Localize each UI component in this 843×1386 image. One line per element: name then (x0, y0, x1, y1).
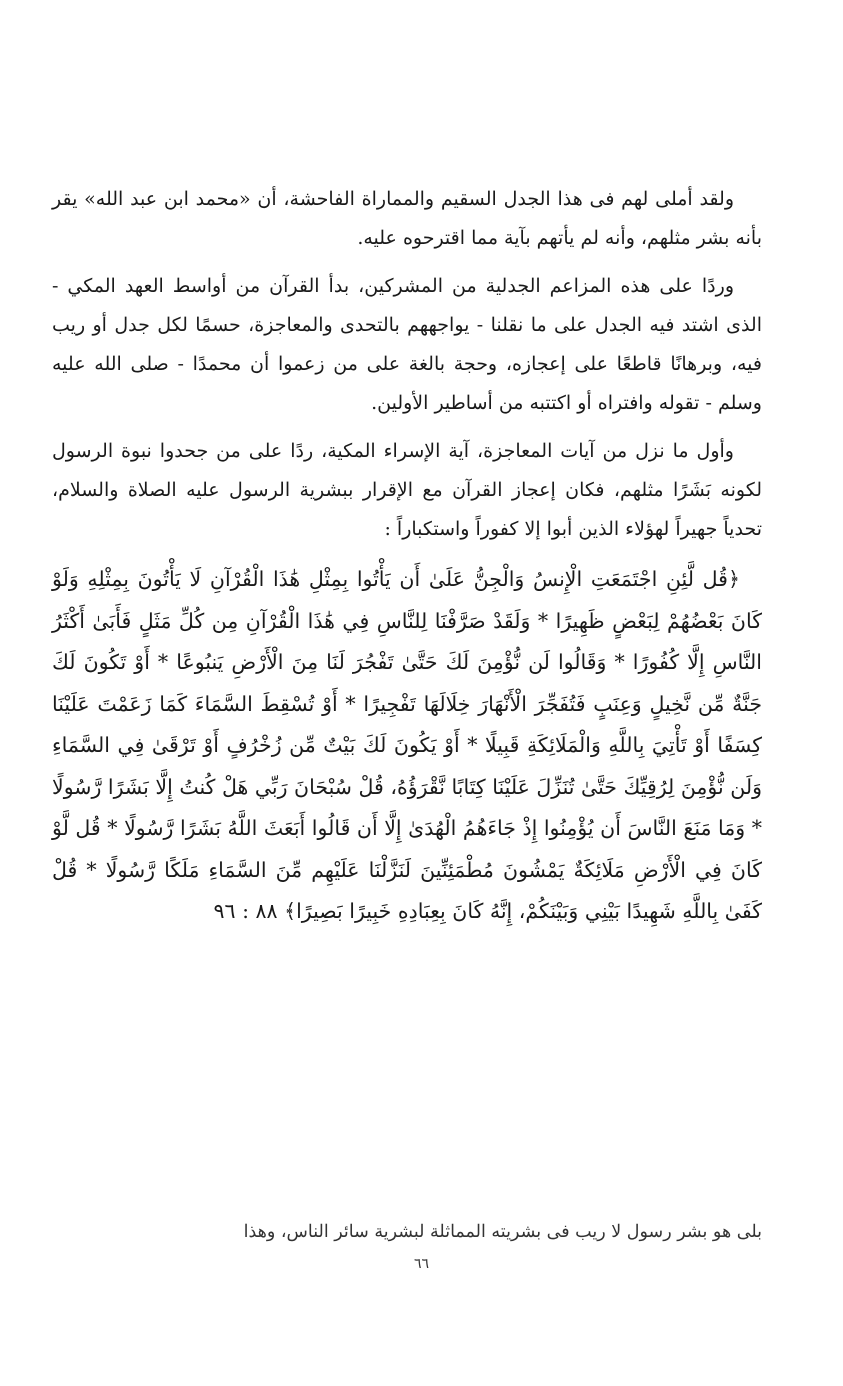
page-body (52, 180, 762, 933)
paragraph-3: وأول ما نزل من آيات المعاجزة، آية الإسراء المكية، ردًا على من جحدوا نبوة الرسول لكونه بَشَرًا مثلهم، فكان إعجاز القرآن مع الإقرار ببشرية الرسول عليه الصلاة والسلام، تحدياً جهيراً لهؤلاء الذين أبوا إلا كفوراً واستكباراً : (52, 440, 762, 540)
paragraph-2: وردًا على هذه المزاعم الجدلية من المشركين، بدأ القرآن من أواسط العهد المكي - الذى اشتد فيه الجدل على ما نقلنا - يواجههم بالتحدى والمعاجزة، حسمًا لكل جدل أو ريب فيه، وبرهانًا قاطعًا على إعجازه، وحجة بالغة على من زعموا أن محمدًا - صلى الله عليه وسلم - تقوله وافتراه أو اكتتبه من أساطير الأولين. (52, 275, 762, 414)
paragraph-1: ولقد أملى لهم فى هذا الجدل السقيم والمماراة الفاحشة، أن «محمد ابن عبد الله» يقر بأنه بشر مثلهم، وأنه لم يأتهم بآية مما اقترحوه عليه. (52, 188, 762, 249)
closing-line: بلى هو بشر رسول لا ريب فى بشريته المماثلة لبشرية سائر الناس، وهذا (243, 1222, 762, 1242)
page-number: ٦٦ (413, 1256, 430, 1272)
quran-passage: ﴿قُل لَّئِنِ اجْتَمَعَتِ الْإِنسُ وَالْجِنُّ عَلَىٰ أَن يَأْتُوا بِمِثْلِ هَٰذَا الْقُرْآنِ لَا يَأْتُونَ بِمِثْلِهِ وَلَوْ كَانَ بَعْضُهُمْ لِبَعْضٍ ظَهِيرًا * وَلَقَدْ صَرَّفْنَا لِلنَّاسِ فِي هَٰذَا الْقُرْآنِ مِن كُلِّ مَثَلٍ فَأَبَىٰ أَكْثَرُ النَّاسِ إِلَّا كُفُورًا * وَقَالُوا لَن نُّؤْمِنَ لَكَ حَتَّىٰ تَفْجُرَ لَنَا مِنَ الْأَرْضِ يَنبُوعًا * أَوْ تَكُونَ لَكَ جَنَّةٌ مِّن نَّخِيلٍ وَعِنَبٍ فَتُفَجِّرَ الْأَنْهَارَ خِلَالَهَا تَفْجِيرًا * أَوْ تُسْقِطَ السَّمَاءَ كَمَا زَعَمْتَ عَلَيْنَا كِسَفًا أَوْ تَأْتِيَ بِاللَّهِ وَالْمَلَائِكَةِ قَبِيلًا * أَوْ يَكُونَ لَكَ بَيْتٌ مِّن زُخْرُفٍ أَوْ تَرْقَىٰ فِي السَّمَاءِ وَلَن نُّؤْمِنَ لِرُقِيِّكَ حَتَّىٰ تُنَزِّلَ عَلَيْنَا كِتَابًا نَّقْرَؤُهُ، قُلْ سُبْحَانَ رَبِّي هَلْ كُنتُ إِلَّا بَشَرًا رَّسُولًا * وَمَا مَنَعَ النَّاسَ أَن يُؤْمِنُوا إِذْ جَاءَهُمُ الْهُدَىٰ إِلَّا أَن قَالُوا أَبَعَثَ اللَّهُ بَشَرًا رَّسُولًا * قُل لَّوْ كَانَ فِي الْأَرْضِ مَلَائِكَةٌ يَمْشُونَ مُطْمَئِنِّينَ لَنَزَّلْنَا عَلَيْهِم مِّنَ السَّمَاءِ مَلَكًا رَّسُولًا * قُلْ كَفَىٰ بِاللَّهِ شَهِيدًا بَيْنِي وَبَيْنَكُمْ، إِنَّهُ كَانَ بِعِبَادِهِ خَبِيرًا بَصِيرًا﴾ ٨٨ : ٩٦ (52, 567, 762, 923)
